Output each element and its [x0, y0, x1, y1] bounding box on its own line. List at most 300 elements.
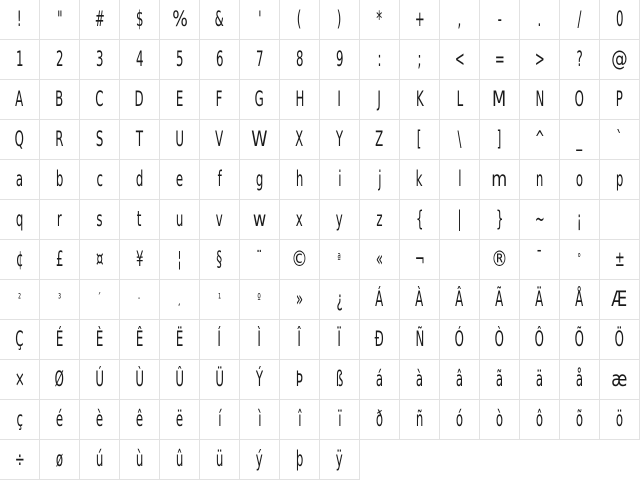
glyph-character: ö — [615, 407, 624, 431]
glyph-character: » — [295, 287, 304, 311]
glyph-character: K — [415, 87, 424, 111]
glyph-character: ù — [135, 447, 144, 471]
glyph-character: Ê — [135, 327, 144, 351]
glyph-character: á — [375, 367, 384, 391]
glyph-cell — [440, 160, 480, 200]
glyph-character: % — [171, 7, 188, 31]
glyph-cell — [560, 360, 600, 400]
glyph-character: W — [251, 127, 268, 151]
glyph-character: à — [415, 367, 424, 391]
glyph-cell — [320, 160, 360, 200]
glyph-character: û — [175, 447, 184, 471]
glyph-cell — [80, 200, 120, 240]
glyph-cell — [160, 280, 200, 320]
glyph-cell — [280, 80, 320, 120]
glyph-cell — [280, 440, 320, 480]
glyph-character: D — [134, 87, 145, 111]
glyph-cell — [520, 400, 560, 440]
glyph-cell — [360, 80, 400, 120]
glyph-character: T — [135, 127, 144, 151]
glyph-character: Ó — [454, 327, 465, 351]
glyph-cell — [360, 400, 400, 440]
glyph-cell — [80, 80, 120, 120]
glyph-cell — [440, 120, 480, 160]
glyph-character: : — [377, 47, 382, 71]
glyph-character: < — [454, 47, 465, 71]
glyph-character: ~ — [534, 207, 545, 231]
glyph-cell — [160, 400, 200, 440]
glyph-character: ³ — [58, 292, 61, 307]
glyph-character: c — [96, 167, 103, 191]
glyph-character: § — [216, 247, 223, 271]
glyph-cell — [360, 160, 400, 200]
glyph-character: ¦ — [177, 247, 182, 271]
glyph-cell — [0, 240, 40, 280]
glyph-cell — [0, 160, 40, 200]
glyph-cell — [480, 160, 520, 200]
glyph-cell-empty — [440, 440, 480, 480]
glyph-character: Ç — [15, 327, 24, 351]
glyph-cell — [600, 40, 640, 80]
glyph-cell — [120, 240, 160, 280]
glyph-character: ¹ — [218, 292, 221, 307]
glyph-character: Ú — [95, 367, 104, 391]
glyph-cell — [160, 360, 200, 400]
glyph-character: { — [415, 207, 424, 231]
glyph-cell — [560, 200, 600, 240]
glyph-character: t — [137, 207, 142, 231]
glyph-cell — [80, 40, 120, 80]
glyph-cell — [520, 160, 560, 200]
glyph-cell — [360, 0, 400, 40]
glyph-cell — [360, 280, 400, 320]
glyph-character: ] — [497, 127, 502, 151]
glyph-character: > — [534, 47, 545, 71]
glyph-character: | — [457, 207, 462, 231]
glyph-character: v — [216, 207, 223, 231]
glyph-character: r — [57, 207, 62, 231]
glyph-character: ! — [17, 7, 22, 31]
glyph-cell — [120, 440, 160, 480]
glyph-character: F — [216, 87, 223, 111]
glyph-character: Ö — [614, 327, 625, 351]
glyph-character: Ì — [257, 327, 262, 351]
glyph-character: Á — [375, 287, 384, 311]
glyph-cell — [440, 280, 480, 320]
glyph-cell — [0, 320, 40, 360]
glyph-cell — [320, 0, 360, 40]
glyph-character: M — [492, 87, 507, 111]
glyph-cell — [520, 80, 560, 120]
glyph-cell — [40, 360, 80, 400]
glyph-cell — [120, 120, 160, 160]
glyph-character: Æ — [611, 287, 628, 311]
glyph-character: a — [15, 167, 24, 191]
glyph-cell — [280, 40, 320, 80]
glyph-cell — [240, 360, 280, 400]
glyph-character: õ — [575, 407, 584, 431]
glyph-character: y — [336, 207, 343, 231]
glyph-character: Þ — [295, 367, 304, 391]
glyph-character: ä — [535, 367, 544, 391]
glyph-character: # — [94, 7, 105, 31]
glyph-cell — [440, 240, 480, 280]
glyph-character: x — [296, 207, 303, 231]
glyph-cell — [200, 280, 240, 320]
glyph-character: « — [375, 247, 384, 271]
glyph-cell — [280, 240, 320, 280]
glyph-character: Y — [335, 127, 344, 151]
glyph-character: z — [376, 207, 383, 231]
glyph-character: P — [615, 87, 624, 111]
glyph-cell — [360, 120, 400, 160]
glyph-character: Õ — [574, 327, 585, 351]
glyph-character: N — [535, 87, 544, 111]
glyph-character: @ — [611, 47, 628, 71]
glyph-character: × — [14, 367, 25, 391]
glyph-cell — [0, 0, 40, 40]
glyph-character: ÷ — [14, 447, 25, 471]
glyph-cell — [440, 360, 480, 400]
glyph-cell — [400, 280, 440, 320]
glyph-character: 0 — [615, 7, 624, 31]
glyph-character: O — [574, 87, 585, 111]
glyph-character: S — [95, 127, 104, 151]
glyph-character: ¤ — [95, 247, 104, 271]
glyph-character: h — [295, 167, 304, 191]
glyph-cell — [320, 120, 360, 160]
glyph-character: 7 — [255, 47, 264, 71]
glyph-cell — [0, 40, 40, 80]
glyph-character: Ü — [215, 367, 224, 391]
glyph-character: G — [254, 87, 265, 111]
glyph-cell — [560, 40, 600, 80]
glyph-character: E — [175, 87, 184, 111]
glyph-cell — [120, 160, 160, 200]
glyph-cell — [40, 400, 80, 440]
glyph-character: Â — [455, 287, 464, 311]
glyph-cell — [400, 200, 440, 240]
glyph-cell — [0, 400, 40, 440]
glyph-cell — [600, 160, 640, 200]
glyph-cell — [440, 400, 480, 440]
glyph-cell — [480, 120, 520, 160]
glyph-character: â — [455, 367, 464, 391]
glyph-cell — [200, 320, 240, 360]
glyph-cell — [40, 0, 80, 40]
glyph-cell — [600, 400, 640, 440]
glyph-character: ç — [16, 407, 23, 431]
glyph-character: º — [257, 292, 262, 307]
glyph-character: } — [495, 207, 504, 231]
glyph-character: R — [55, 127, 64, 151]
glyph-character: Ë — [175, 327, 184, 351]
glyph-cell — [160, 160, 200, 200]
glyph-cell — [0, 360, 40, 400]
glyph-cell — [280, 0, 320, 40]
glyph-cell — [520, 40, 560, 80]
glyph-character: w — [252, 207, 267, 231]
glyph-cell — [80, 320, 120, 360]
glyph-cell — [200, 160, 240, 200]
glyph-cell — [80, 240, 120, 280]
glyph-cell — [80, 120, 120, 160]
glyph-cell-empty — [480, 440, 520, 480]
glyph-character: ´ — [97, 292, 102, 307]
glyph-character: é — [55, 407, 64, 431]
glyph-cell — [200, 440, 240, 480]
glyph-cell — [200, 360, 240, 400]
glyph-character: i — [337, 167, 342, 191]
glyph-character: É — [55, 327, 64, 351]
glyph-character: È — [95, 327, 104, 351]
glyph-cell — [320, 240, 360, 280]
glyph-character: Ù — [135, 367, 144, 391]
glyph-cell — [0, 200, 40, 240]
glyph-cell — [440, 200, 480, 240]
glyph-cell — [600, 320, 640, 360]
glyph-character: ¬ — [414, 247, 425, 271]
glyph-character: Ô — [534, 327, 545, 351]
glyph-character: X — [295, 127, 304, 151]
glyph-cell — [280, 200, 320, 240]
glyph-cell — [520, 280, 560, 320]
glyph-character: Ï — [337, 327, 342, 351]
glyph-cell — [560, 400, 600, 440]
glyph-cell — [280, 120, 320, 160]
glyph-cell — [120, 40, 160, 80]
glyph-cell — [120, 360, 160, 400]
glyph-cell — [240, 80, 280, 120]
glyph-character: ^ — [534, 127, 545, 151]
glyph-character: Ø — [54, 367, 65, 391]
glyph-cell — [160, 200, 200, 240]
glyph-character: 4 — [135, 47, 144, 71]
glyph-character: 8 — [295, 47, 304, 71]
glyph-character: U — [175, 127, 184, 151]
glyph-cell — [560, 160, 600, 200]
glyph-character: Î — [297, 327, 302, 351]
glyph-cell — [240, 440, 280, 480]
glyph-cell-empty — [600, 200, 640, 240]
glyph-cell — [320, 280, 360, 320]
glyph-cell — [120, 0, 160, 40]
glyph-character: . — [537, 7, 542, 31]
glyph-cell — [320, 40, 360, 80]
glyph-cell — [600, 120, 640, 160]
glyph-cell — [520, 240, 560, 280]
glyph-cell — [400, 320, 440, 360]
glyph-cell — [160, 440, 200, 480]
glyph-character: ` — [616, 127, 623, 151]
glyph-cell — [400, 360, 440, 400]
glyph-character: ï — [337, 407, 342, 431]
glyph-cell — [360, 200, 400, 240]
glyph-character: * — [376, 7, 383, 31]
glyph-cell — [40, 40, 80, 80]
glyph-cell — [320, 400, 360, 440]
glyph-character: · — [138, 292, 141, 307]
glyph-character: A — [15, 87, 24, 111]
glyph-character: å — [575, 367, 584, 391]
glyph-cell — [480, 200, 520, 240]
glyph-character: Í — [217, 327, 222, 351]
glyph-cell — [160, 320, 200, 360]
glyph-character: ü — [215, 447, 224, 471]
glyph-cell — [40, 440, 80, 480]
glyph-character: ó — [455, 407, 464, 431]
glyph-character: 5 — [175, 47, 184, 71]
glyph-cell — [240, 280, 280, 320]
glyph-cell — [80, 440, 120, 480]
glyph-cell — [360, 40, 400, 80]
glyph-cell — [80, 360, 120, 400]
glyph-character: Ý — [255, 367, 264, 391]
glyph-cell — [560, 240, 600, 280]
glyph-character: s — [96, 207, 103, 231]
glyph-cell — [0, 440, 40, 480]
glyph-cell — [520, 360, 560, 400]
glyph-cell — [440, 40, 480, 80]
glyph-character: ? — [576, 47, 583, 71]
glyph-cell — [80, 0, 120, 40]
glyph-cell — [40, 80, 80, 120]
glyph-cell — [560, 80, 600, 120]
glyph-cell — [120, 320, 160, 360]
glyph-character: p — [615, 167, 624, 191]
glyph-character: Û — [175, 367, 184, 391]
glyph-cell — [480, 360, 520, 400]
glyph-character: L — [456, 87, 463, 111]
glyph-character: ò — [495, 407, 504, 431]
glyph-character: © — [291, 247, 308, 271]
glyph-character: [ — [417, 127, 422, 151]
glyph-character: ® — [491, 247, 508, 271]
glyph-cell — [200, 200, 240, 240]
glyph-character: ¯ — [536, 247, 543, 271]
glyph-character: 2 — [55, 47, 64, 71]
glyph-cell — [80, 280, 120, 320]
glyph-cell — [160, 0, 200, 40]
glyph-cell — [200, 80, 240, 120]
glyph-character: À — [415, 287, 424, 311]
glyph-cell — [160, 40, 200, 80]
glyph-cell-empty — [360, 440, 400, 480]
glyph-cell — [480, 40, 520, 80]
glyph-cell — [40, 320, 80, 360]
glyph-cell — [120, 400, 160, 440]
glyph-character: g — [255, 167, 264, 191]
glyph-cell — [280, 320, 320, 360]
glyph-character: ¸ — [177, 292, 182, 307]
glyph-cell — [480, 320, 520, 360]
glyph-cell — [600, 280, 640, 320]
glyph-cell-empty — [600, 440, 640, 480]
glyph-cell — [520, 200, 560, 240]
glyph-cell — [40, 160, 80, 200]
glyph-cell — [400, 120, 440, 160]
glyph-character: V — [215, 127, 224, 151]
glyph-character: ¨ — [256, 247, 263, 271]
glyph-character: ý — [256, 447, 263, 471]
glyph-character: 1 — [15, 47, 24, 71]
glyph-cell — [320, 200, 360, 240]
glyph-cell — [240, 160, 280, 200]
glyph-cell — [80, 400, 120, 440]
glyph-cell — [320, 360, 360, 400]
glyph-character: Q — [14, 127, 25, 151]
glyph-cell — [120, 200, 160, 240]
glyph-character: æ — [611, 367, 628, 391]
glyph-cell — [400, 80, 440, 120]
glyph-cell — [0, 280, 40, 320]
glyph-character: q — [15, 207, 24, 231]
glyph-cell — [320, 80, 360, 120]
glyph-character: ð — [375, 407, 384, 431]
glyph-character: ñ — [415, 407, 424, 431]
glyph-character: Ò — [494, 327, 505, 351]
glyph-character: l — [457, 167, 462, 191]
glyph-character: I — [337, 87, 342, 111]
glyph-cell — [440, 320, 480, 360]
glyph-cell — [360, 240, 400, 280]
glyph-character: ì — [257, 407, 262, 431]
glyph-character: n — [535, 167, 544, 191]
glyph-character: \ — [457, 127, 462, 151]
glyph-cell — [40, 280, 80, 320]
glyph-character: ø — [55, 447, 64, 471]
glyph-cell — [280, 160, 320, 200]
glyph-character: = — [494, 47, 505, 71]
glyph-cell — [520, 0, 560, 40]
glyph-character: o — [575, 167, 584, 191]
glyph-character: _ — [576, 127, 583, 151]
glyph-character: ( — [297, 7, 302, 31]
glyph-cell-empty — [520, 440, 560, 480]
glyph-character: ÿ — [336, 447, 343, 471]
glyph-character: ß — [335, 367, 344, 391]
glyph-character: ' — [257, 7, 262, 31]
glyph-character: Ð — [374, 327, 385, 351]
glyph-cell — [120, 280, 160, 320]
glyph-character: Z — [375, 127, 384, 151]
glyph-cell — [600, 80, 640, 120]
glyph-cell — [400, 400, 440, 440]
glyph-character: ú — [95, 447, 104, 471]
glyph-cell — [240, 40, 280, 80]
glyph-cell-empty — [560, 440, 600, 480]
glyph-character: ¥ — [135, 247, 144, 271]
glyph-cell — [600, 0, 640, 40]
glyph-character: Ñ — [415, 327, 424, 351]
glyph-character: è — [95, 407, 104, 431]
glyph-cell — [280, 400, 320, 440]
glyph-cell — [200, 40, 240, 80]
glyph-cell — [160, 80, 200, 120]
glyph-character: d — [135, 167, 144, 191]
glyph-character: H — [295, 87, 304, 111]
glyph-cell — [440, 80, 480, 120]
glyph-cell — [400, 0, 440, 40]
glyph-cell — [360, 360, 400, 400]
glyph-cell — [480, 80, 520, 120]
glyph-character: Ã — [495, 287, 504, 311]
glyph-character: Ä — [535, 287, 544, 311]
glyph-character: ± — [614, 247, 625, 271]
glyph-cell — [360, 320, 400, 360]
glyph-character: ô — [535, 407, 544, 431]
glyph-character: ª — [337, 252, 342, 267]
